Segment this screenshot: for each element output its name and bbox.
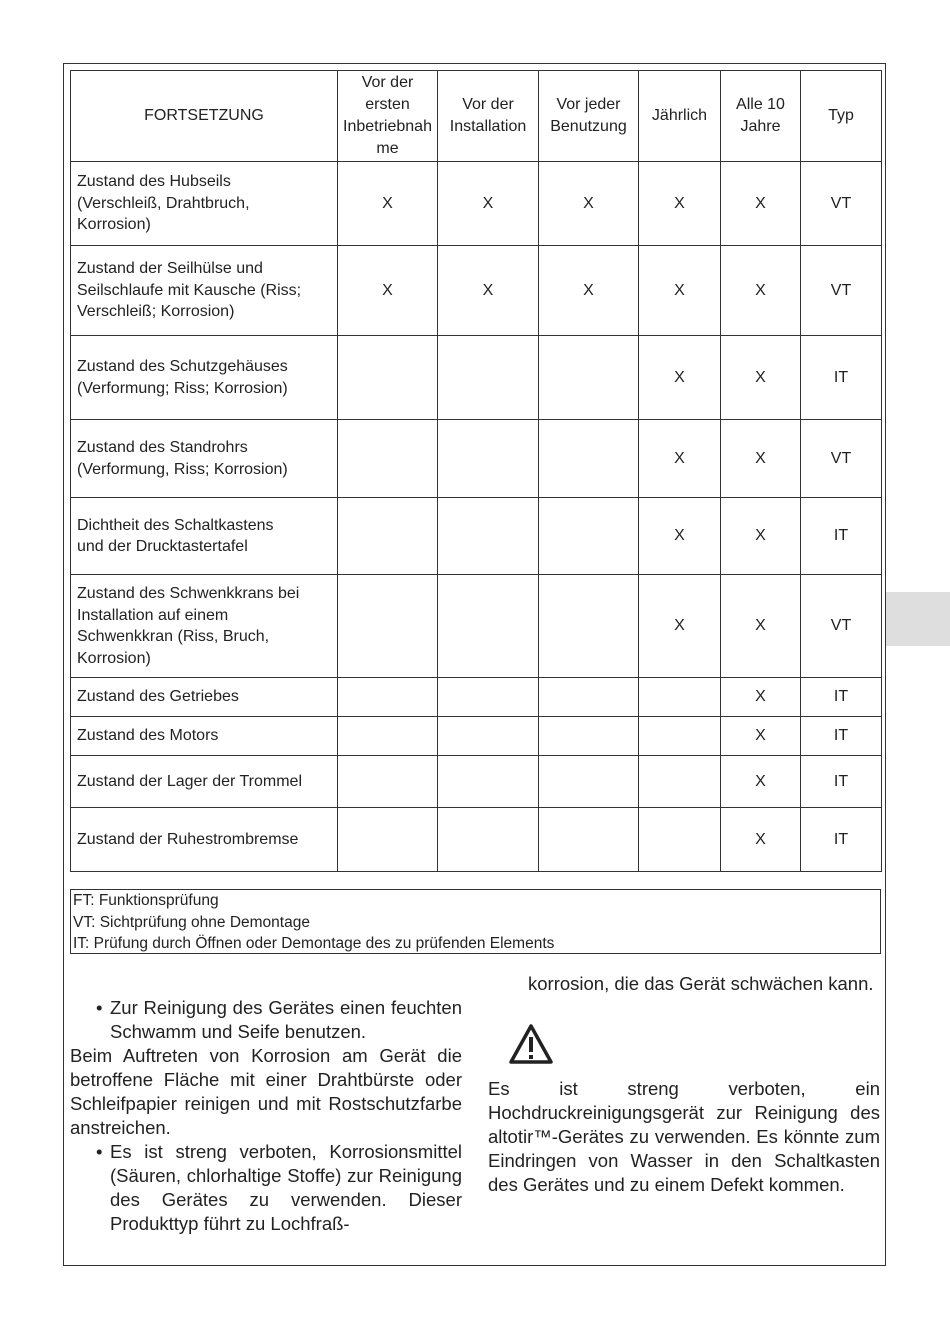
inspection-item-line: (Verformung, Riss; Korrosion) [77, 460, 288, 478]
interval-mark: X [438, 246, 539, 336]
interval-mark: X [721, 336, 801, 420]
interval-mark [539, 498, 639, 575]
interval-mark [338, 756, 438, 808]
warning-text: Es ist streng verboten, ein Hochdruckreinigungsgerät zur Reinigung des altotir™-Gerätes zu verwenden. Es könnte zum Eindringen von Wasser in den Schaltkasten des Gerätes und zu einem Defekt kommen. [488, 1078, 880, 1195]
interval-mark: X [338, 246, 438, 336]
inspection-item-line: Zustand der Lager der Trommel [77, 772, 302, 790]
column-header-line: me [376, 140, 399, 157]
column-header-line: Jährlich [651, 107, 708, 124]
table-row [71, 678, 882, 717]
inspection-table [70, 70, 882, 872]
table-row [71, 420, 882, 498]
interval-mark: X [639, 420, 721, 498]
interval-mark [539, 575, 639, 678]
bullet-symbol: • [96, 997, 103, 1018]
inspection-item [71, 162, 338, 246]
interval-mark: X [639, 575, 721, 678]
column-header [539, 71, 639, 162]
interval-mark: X [539, 162, 639, 246]
interval-mark [438, 678, 539, 717]
inspection-item-line: Verschleiß; Korrosion) [77, 303, 235, 321]
interval-mark [539, 717, 639, 756]
inspection-item-line: Zustand des Hubseils [77, 173, 231, 191]
interval-mark: X [721, 575, 801, 678]
inspection-item [71, 246, 338, 336]
column-header [338, 71, 438, 162]
inspection-type: VT [801, 162, 882, 246]
column-header-line: Typ [828, 107, 854, 124]
inspection-item-line: Zustand der Ruhestrombremse [77, 830, 299, 848]
interval-mark [539, 808, 639, 872]
column-header [721, 71, 801, 162]
inspection-type: VT [801, 575, 882, 678]
interval-mark [438, 756, 539, 808]
column-header-line: Vor der [462, 96, 514, 113]
interval-mark [338, 717, 438, 756]
interval-mark: X [639, 498, 721, 575]
bullet-text: Es ist streng verboten, Korrosionsmittel (Säuren, chlorhaltige Stoffe) zur Reinigung des Gerätes zu verwenden. Dieser Produkttyp führt zu Lochfraß- [110, 1141, 462, 1234]
inspection-item [71, 678, 338, 717]
interval-mark [539, 420, 639, 498]
interval-mark [338, 575, 438, 678]
table-row [71, 575, 882, 678]
column-header-line: Installation [449, 118, 527, 135]
inspection-type: IT [801, 336, 882, 420]
interval-mark: X [721, 162, 801, 246]
interval-mark: X [639, 336, 721, 420]
inspection-item-line: Seilschlaufe mit Kausche (Riss; [77, 281, 302, 299]
interval-mark [438, 808, 539, 872]
interval-mark [539, 336, 639, 420]
table-row [71, 808, 882, 872]
inspection-type: IT [801, 808, 882, 872]
interval-mark [438, 498, 539, 575]
inspection-item-line: Zustand der Seilhülse und [77, 260, 263, 278]
interval-mark: X [721, 246, 801, 336]
legend-line: IT: Prüfung durch Öffnen oder Demontage des zu prüfenden Elements [73, 935, 555, 952]
legend-line: FT: Funktionsprüfung [73, 892, 219, 909]
interval-mark [438, 420, 539, 498]
inspection-item [71, 717, 338, 756]
corrosion-paragraph: Beim Auftreten von Korrosion am Gerät die betroffene Fläche mit einer Drahtbürste oder Schleifpapier reinigen und mit Rostschutzfarbe anstreichen. [70, 1045, 462, 1138]
interval-mark [438, 336, 539, 420]
column-header-line: Vor der [361, 74, 414, 91]
inspection-item-line: Schwenkkran (Riss, Bruch, [77, 628, 270, 645]
interval-mark [639, 756, 721, 808]
interval-mark: X [338, 162, 438, 246]
column-header [71, 71, 338, 162]
table-row [71, 246, 882, 336]
column-header [438, 71, 539, 162]
inspection-type: VT [801, 420, 882, 498]
interval-mark: X [639, 162, 721, 246]
inspection-item-line: Zustand des Getriebes [77, 688, 239, 706]
inspection-item-line: Korrosion) [77, 649, 151, 667]
warning-triangle-icon [508, 1023, 880, 1067]
inspection-type: IT [801, 717, 882, 756]
table-row [71, 717, 882, 756]
bullet-symbol: • [96, 1141, 103, 1162]
interval-mark [338, 808, 438, 872]
interval-mark [438, 575, 539, 678]
inspection-item [71, 756, 338, 808]
interval-mark: X [721, 498, 801, 575]
interval-mark: X [539, 246, 639, 336]
column-header-line: Jahre [740, 118, 781, 135]
legend-line: VT: Sichtprüfung ohne Demontage [73, 913, 310, 931]
continuation-text: korrosion, die das Gerät schwächen kann. [528, 973, 874, 994]
inspection-item-line: Zustand des Motors [77, 727, 219, 745]
bullet-cleaning [70, 996, 462, 1044]
inspection-item-line: Korrosion) [77, 216, 151, 234]
inspection-item-line: (Verformung; Riss; Korrosion) [77, 379, 288, 397]
inspection-type: VT [801, 246, 882, 336]
inspection-item [71, 420, 338, 498]
inspection-item [71, 575, 338, 678]
bullet-prohibited-agents [70, 1140, 462, 1236]
inspection-item-line: Dichtheit des Schaltkastens [77, 516, 274, 534]
table-header-row [71, 71, 882, 162]
column-header-line: Vor jeder [556, 96, 621, 113]
inspection-item [71, 808, 338, 872]
column-header-line: FORTSETZUNG [144, 107, 264, 124]
inspection-item-line: Installation auf einem [77, 606, 229, 624]
interval-mark: X [721, 808, 801, 872]
inspection-type: IT [801, 678, 882, 717]
interval-mark [338, 336, 438, 420]
table-row [71, 336, 882, 420]
column-header [639, 71, 721, 162]
interval-mark: X [721, 756, 801, 808]
right-column [488, 972, 880, 1197]
legend-box [70, 889, 881, 954]
table-row [71, 162, 882, 246]
interval-mark [539, 756, 639, 808]
interval-mark [338, 678, 438, 717]
interval-mark [438, 717, 539, 756]
interval-mark [338, 420, 438, 498]
interval-mark: X [721, 717, 801, 756]
column-header [801, 71, 882, 162]
column-header-line: Benutzung [550, 118, 627, 135]
interval-mark: X [438, 162, 539, 246]
table-row [71, 756, 882, 808]
interval-mark [338, 498, 438, 575]
table-row [71, 498, 882, 575]
inspection-item-line: und der Drucktastertafel [77, 538, 248, 555]
column-header-line: Inbetriebnah [343, 118, 432, 135]
interval-mark [639, 808, 721, 872]
left-column [70, 996, 462, 1236]
interval-mark: X [639, 246, 721, 336]
inspection-item-line: Zustand des Standrohrs [77, 439, 248, 456]
column-header-line: Alle 10 [736, 96, 785, 113]
interval-mark [639, 717, 721, 756]
inspection-type: IT [801, 498, 882, 575]
interval-mark: X [721, 678, 801, 717]
inspection-item [71, 498, 338, 575]
bullet-text: Zur Reinigung des Gerätes einen feuchten Schwamm und Seife benutzen. [110, 997, 462, 1042]
interval-mark [639, 678, 721, 717]
interval-mark [539, 678, 639, 717]
column-header-line: ersten [365, 96, 410, 113]
inspection-item [71, 336, 338, 420]
inspection-item-line: Zustand des Schutzgehäuses [77, 358, 288, 375]
interval-mark: X [721, 420, 801, 498]
inspection-type: IT [801, 756, 882, 808]
chapter-tab [886, 592, 950, 646]
inspection-item-line: Zustand des Schwenkkrans bei [77, 585, 300, 602]
inspection-item-line: (Verschleiß, Drahtbruch, [77, 194, 250, 212]
